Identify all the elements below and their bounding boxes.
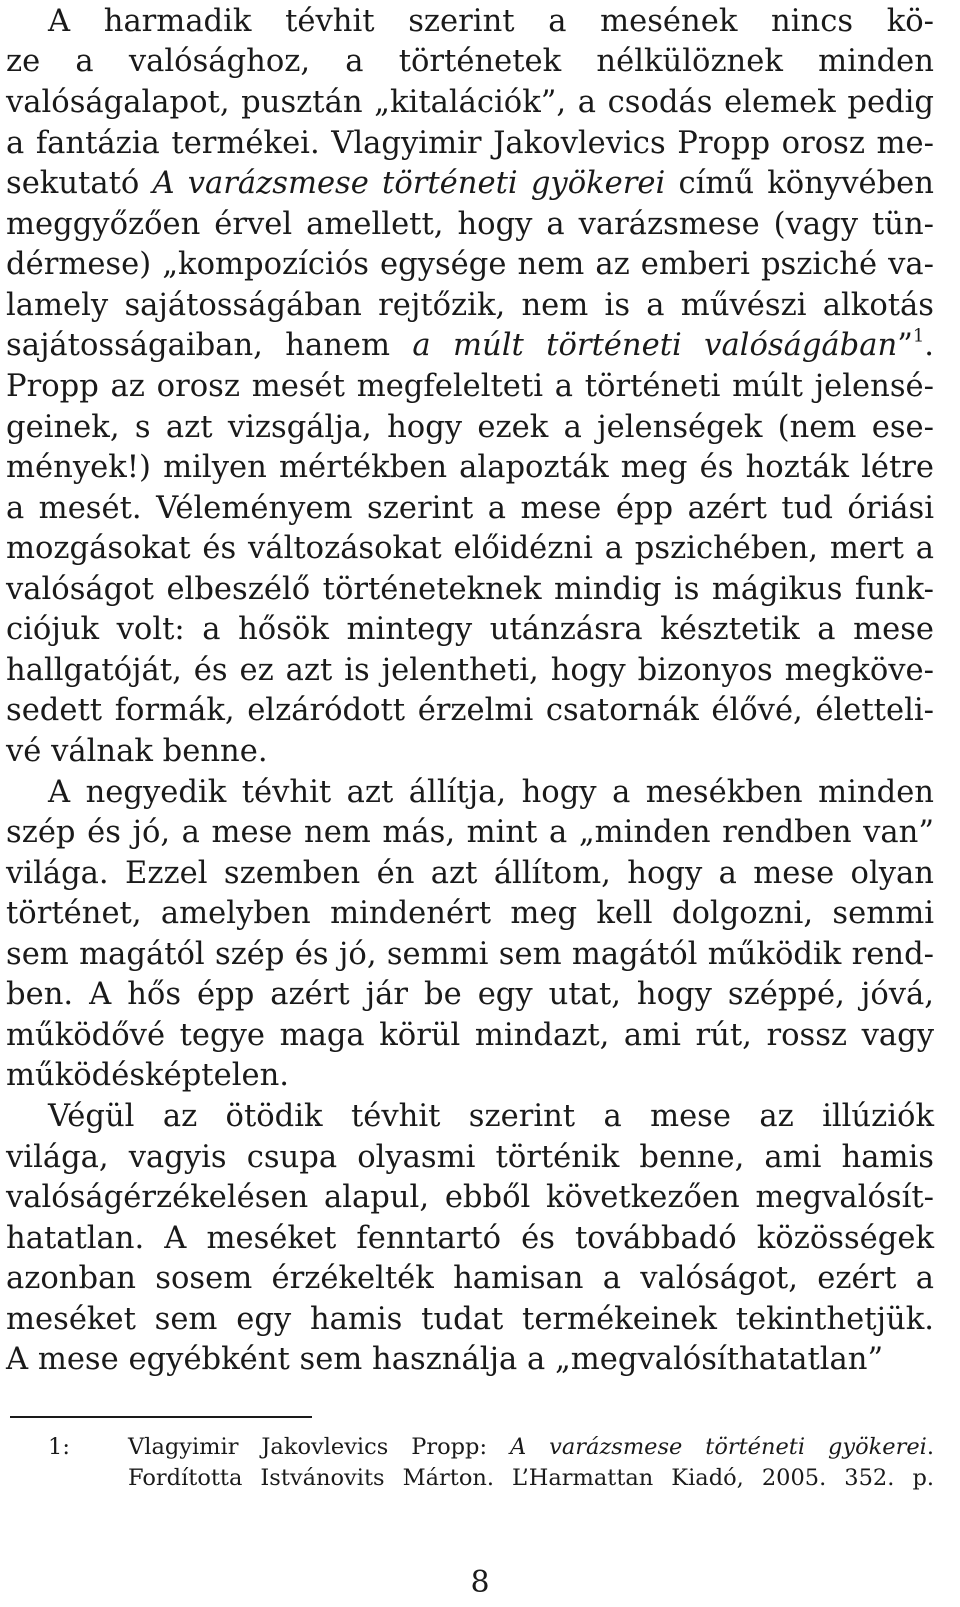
text-line: ze a valósághoz, a történetek nélkülöznek minden [6,44,934,79]
text-line: mozgásokat és változásokat előidézni a pszichében, mert a [6,531,934,566]
footnote-period: . [926,1434,934,1460]
line-segment: ” [897,328,913,363]
line-segment: sajátosságaiban, hanem [6,328,413,363]
text-line [6,164,934,205]
text-line: geinek, s azt vizsgálja, hogy ezek a jelenségek (nem ese- [6,410,934,445]
text-line: történet, amelyben mindenért meg kell dolgozni, semmi [6,896,934,931]
text-line: világa, vagyis csupa olyasmi történik benne, ami hamis [6,1140,934,1175]
text-line: világa. Ezzel szemben én azt állítom, hogy a mese olyan [6,856,934,891]
text-line: mények!) milyen mértékben alapozták meg és hozták létre [6,450,934,485]
text-line: ciójuk volt: a hősök mintegy utánzásra késztetik a mese [6,612,934,647]
text-line: azonban sosem érzékelték hamisan a valóságot, ezért a [6,1261,934,1296]
italic-segment: a múlt történeti valóságában [412,328,898,363]
text-line: a fantázia termékei. Vlagyimir Jakovlevics Propp orosz me- [6,126,934,161]
text-line: valóságérzékelésen alapul, ebből következően megvalósít- [6,1180,934,1215]
text-line: működővé tegye maga körül mindazt, ami rút, rossz vagy [6,1018,934,1053]
text-line: Propp az orosz mesét megfelelteti a történeti múlt jelensé- [6,369,934,404]
text-line: ben. A hős épp azért jár be egy utat, hogy széppé, jóvá, [6,977,934,1012]
text-line: hatatlan. A meséket fenntartó és továbbadó közösségek [6,1221,934,1256]
text-line: lamely sajátosságában rejtőzik, nem is a művészi alkotás [6,288,934,323]
text-line: szép és jó, a mese nem más, mint a „minden rendben van” [6,815,934,850]
text-line: Végül az ötödik tévhit szerint a mese az illúziók [48,1099,934,1134]
text-line: A harmadik tévhit szerint a mesének nincs kö- [48,4,934,39]
text-line: dérmese) „kompozíciós egysége nem az emberi psziché va- [6,247,934,282]
text-line: hallgatóját, és ez azt is jelentheti, hogy bizonyos megköve- [6,653,934,688]
text-line: sem magától szép és jó, semmi sem magától működik rend- [6,937,934,972]
text-line: működésképtelen. [6,1058,290,1093]
text-line: meséket sem egy hamis tudat termékeinek tekinthetjük. [6,1302,934,1337]
footnote-title: A varázsmese történeti gyökerei [509,1434,927,1460]
footnote-number: 1: [48,1434,70,1460]
footnote-line-2: Fordította Istvánovits Márton. L’Harmattan Kiadó, 2005. 352. p. [128,1465,934,1491]
text-line: valóságot elbeszélő történeteknek mindig is mágikus funk- [6,572,934,607]
footnote-author: Vlagyimir Jakovlevics Propp: [128,1434,510,1460]
footnote-line-1 [128,1432,934,1463]
line-segment: sekutató [6,166,153,201]
text-line: a mesét. Véleményem szerint a mese épp azért tud óriási [6,491,934,526]
text-line: A negyedik tévhit azt állítja, hogy a mesékben minden [48,775,934,810]
text-line [6,326,934,367]
text-line: valóságalapot, pusztán „kitalációk”, a csodás elemek pedig [6,85,934,120]
text-line: vé válnak benne. [6,734,268,769]
line-segment: című könyvében [665,166,934,201]
footnote-reference[interactable]: 1 [912,325,925,347]
text-line: A mese egyébként sem használja a „megvalósíthatatlan” [6,1342,884,1377]
footnote-rule [10,1416,312,1418]
italic-segment: A varázsmese történeti gyökerei [152,166,666,201]
page-number: 8 [470,1565,490,1600]
line-segment: . [924,328,935,363]
text-line: sedett formák, elzáródott érzelmi csatornák élővé, életteli- [6,693,934,728]
text-line: meggyőzően érvel amellett, hogy a varázsmese (vagy tün- [6,207,934,242]
